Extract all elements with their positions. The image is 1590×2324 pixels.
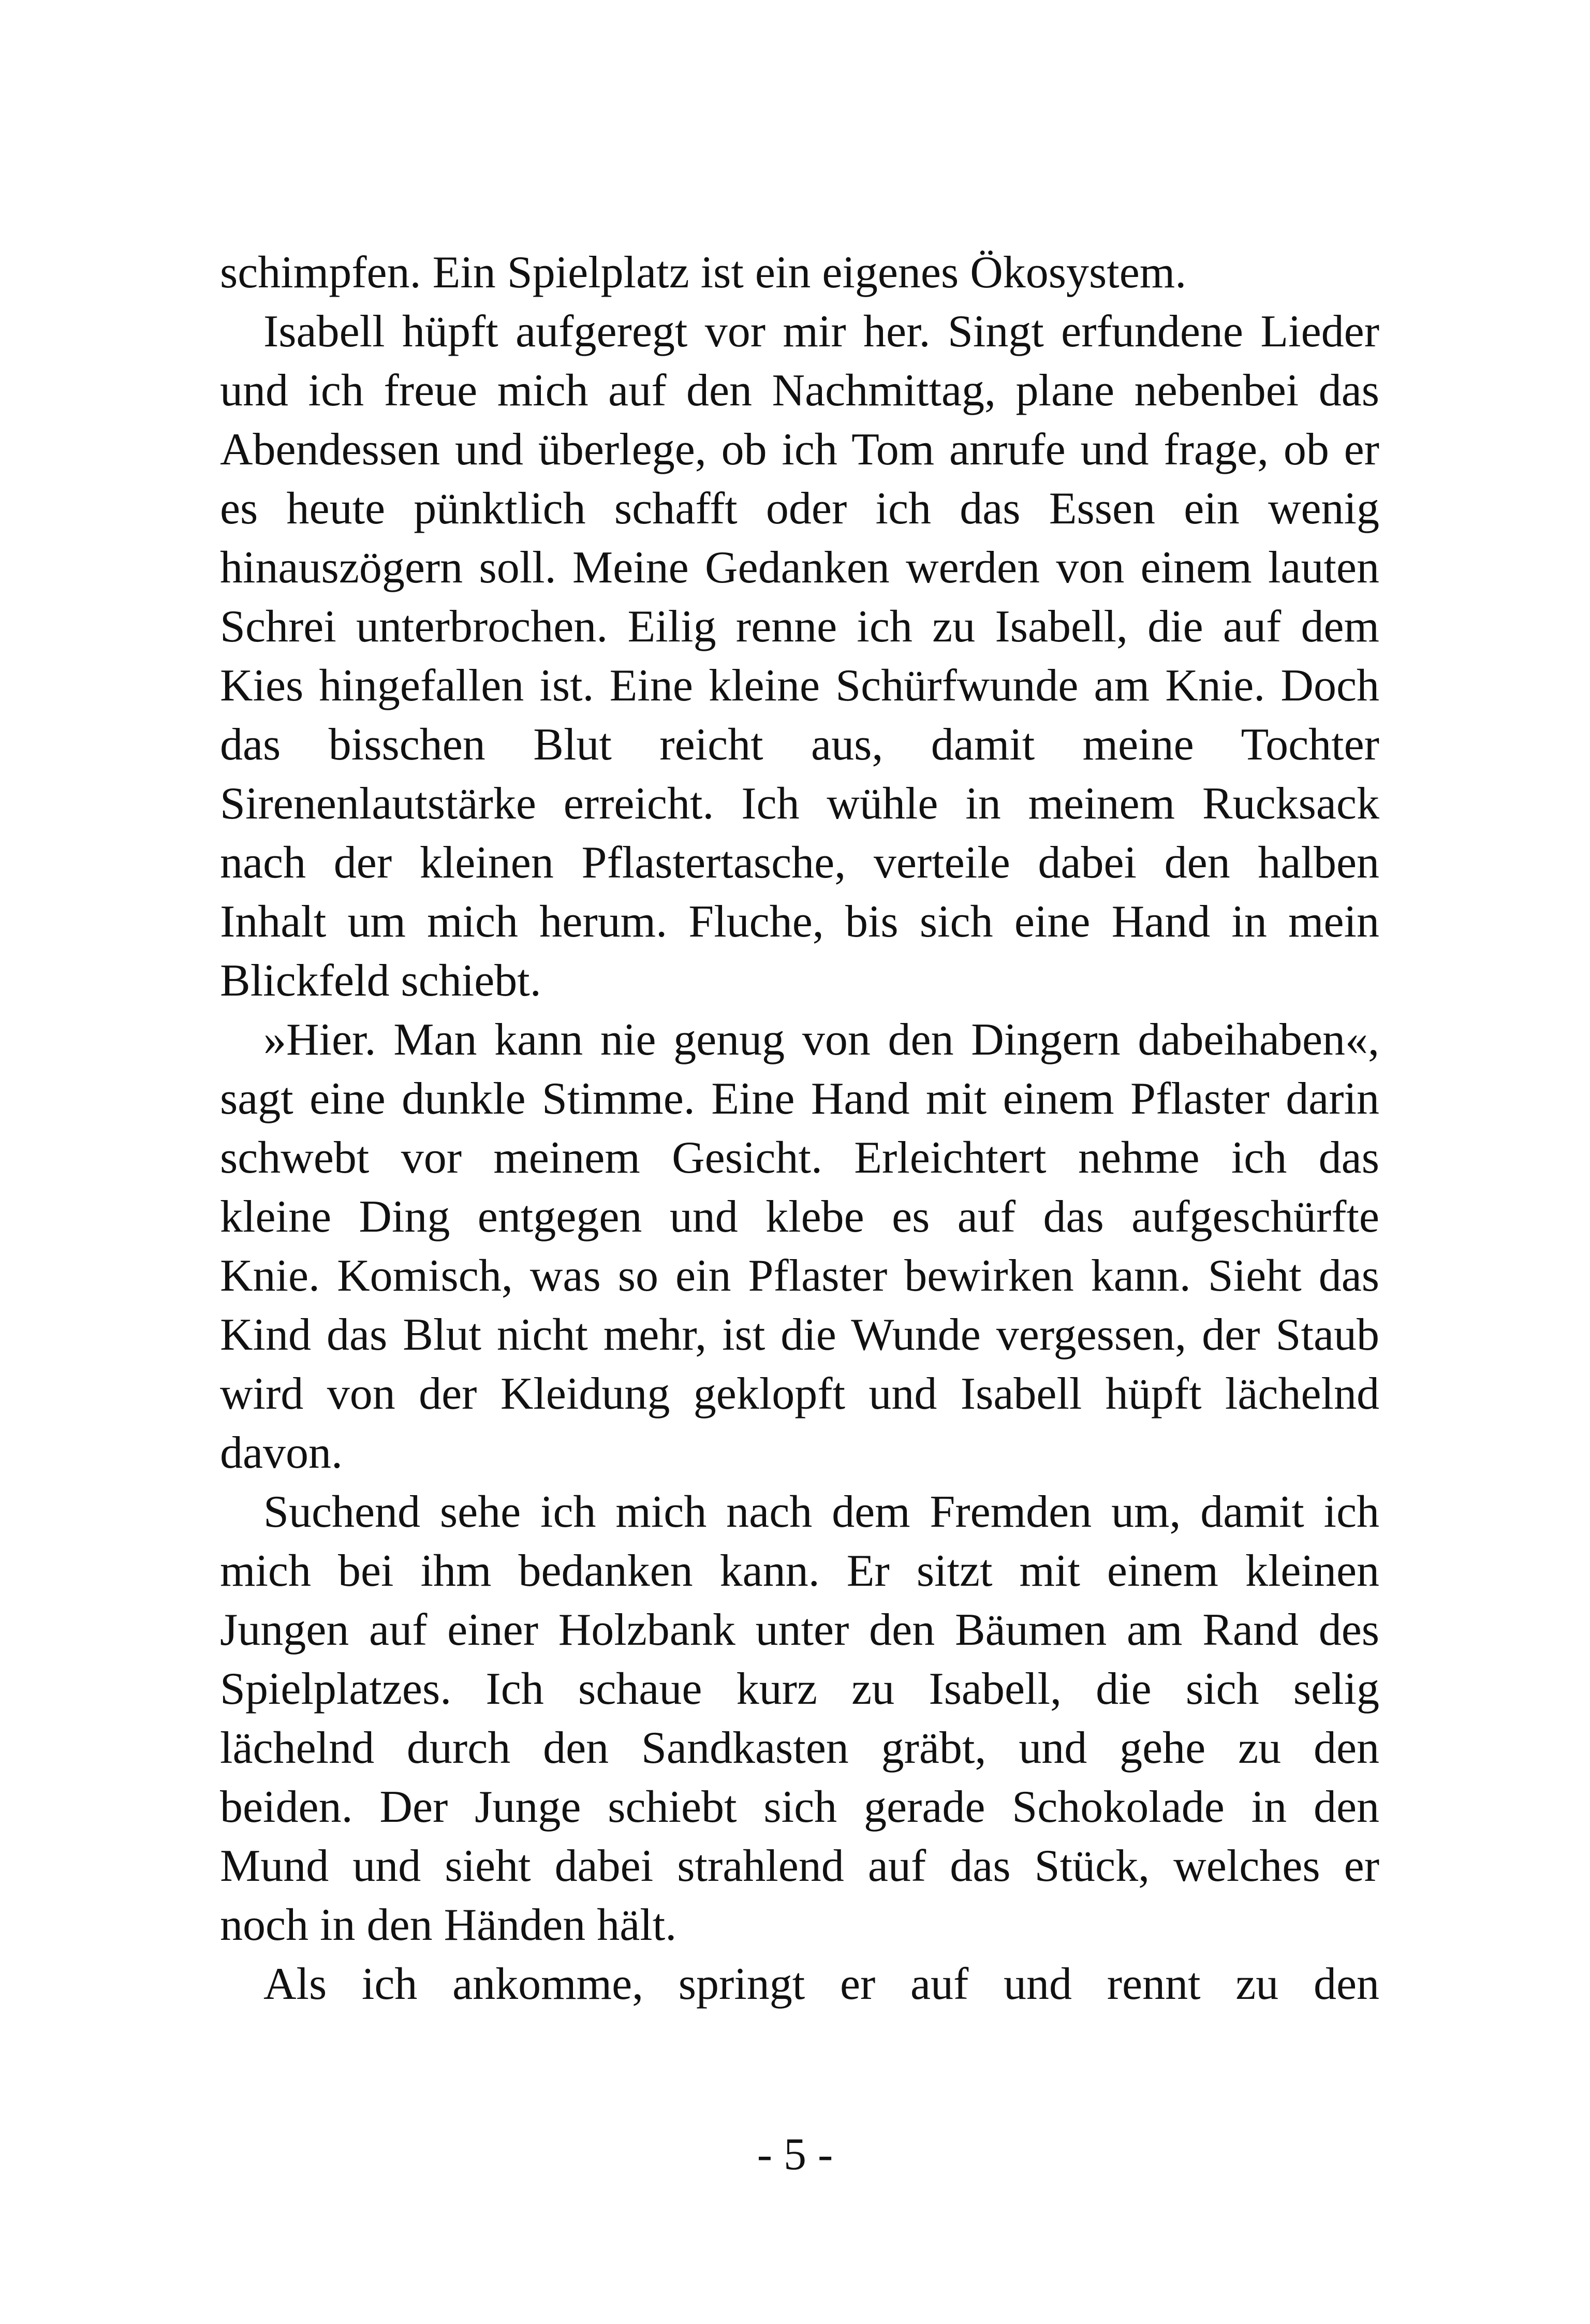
text-line: Sirenenlautstärke erreicht. Ich wühle in meinem Rucksack	[220, 779, 1379, 829]
text-line: sagt eine dunkle Stimme. Eine Hand mit einem Pflaster darin	[220, 1074, 1379, 1124]
text-line: Schrei unterbrochen. Eilig renne ich zu Isabell, die auf dem	[220, 602, 1379, 652]
text-line: Als ich ankomme, springt er auf und rennt zu den	[263, 1959, 1379, 2009]
text-line: schwebt vor meinem Gesicht. Erleichtert nehme ich das	[220, 1133, 1379, 1183]
text-line: mich bei ihm bedanken kann. Er sitzt mit einem kleinen	[220, 1546, 1379, 1596]
text-line: beiden. Der Junge schiebt sich gerade Schokolade in den	[220, 1782, 1379, 1832]
text-line: Isabell hüpft aufgeregt vor mir her. Singt erfundene Lieder	[263, 306, 1379, 357]
text-line: lächelnd durch den Sandkasten gräbt, und gehe zu den	[220, 1723, 1379, 1773]
text-line: Suchend sehe ich mich nach dem Fremden um, damit ich	[263, 1487, 1379, 1537]
text-line: Jungen auf einer Holzbank unter den Bäumen am Rand des	[220, 1605, 1379, 1655]
text-line: davon.	[220, 1428, 343, 1478]
text-line: Blickfeld schiebt.	[220, 956, 541, 1006]
text-line: schimpfen. Ein Spielplatz ist ein eigenes Ökosystem.	[220, 247, 1187, 298]
text-line: wird von der Kleidung geklopft und Isabell hüpft lächelnd	[220, 1369, 1379, 1419]
text-line: Inhalt um mich herum. Fluche, bis sich eine Hand in mein	[220, 897, 1379, 947]
text-line: es heute pünktlich schafft oder ich das Essen ein wenig	[220, 484, 1379, 534]
text-line: Knie. Komisch, was so ein Pflaster bewirken kann. Sieht das	[220, 1251, 1379, 1301]
body-text	[220, 243, 1379, 2014]
page-number: - 5 -	[757, 2129, 833, 2180]
text-line: kleine Ding entgegen und klebe es auf das aufgeschürfte	[220, 1192, 1379, 1242]
text-line: »Hier. Man kann nie genug von den Dingern dabeihaben«,	[263, 1015, 1379, 1065]
text-line: Kies hingefallen ist. Eine kleine Schürfwunde am Knie. Doch	[220, 661, 1379, 711]
text-line: Mund und sieht dabei strahlend auf das Stück, welches er	[220, 1841, 1379, 1891]
text-line: und ich freue mich auf den Nachmittag, plane nebenbei das	[220, 366, 1379, 416]
text-line: hinauszögern soll. Meine Gedanken werden von einem lauten	[220, 543, 1379, 593]
text-line: noch in den Händen hält.	[220, 1900, 677, 1950]
text-line: Kind das Blut nicht mehr, ist die Wunde vergessen, der Staub	[220, 1310, 1379, 1360]
text-line: nach der kleinen Pflastertasche, verteile dabei den halben	[220, 838, 1379, 888]
text-line: das bisschen Blut reicht aus, damit meine Tochter	[220, 720, 1379, 770]
text-line: Spielplatzes. Ich schaue kurz zu Isabell, die sich selig	[220, 1664, 1379, 1714]
text-line: Abendessen und überlege, ob ich Tom anrufe und frage, ob er	[220, 425, 1379, 475]
